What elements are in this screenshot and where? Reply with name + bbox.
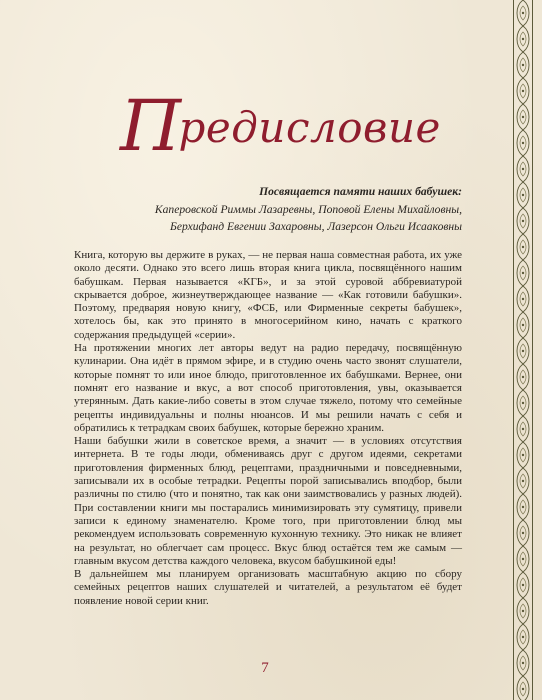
body-text xyxy=(74,249,462,608)
paragraph: В дальнейшем мы планируем организовать масштабную акцию по сбору семейных рецептов наших слушателей и читателей, а результатом её будет появление новой серии книг. xyxy=(74,568,462,607)
title-initial: П xyxy=(120,85,182,167)
border-ornament-icon xyxy=(512,0,534,700)
title-rest: редисловие xyxy=(178,103,441,152)
page-title xyxy=(120,85,460,167)
dedication-line: Берхифанд Евгении Захаровны, Лазерсон Ольги Исааковны xyxy=(170,220,462,234)
paragraph: На протяжении многих лет авторы ведут на радио передачу, посвящённую кулинарии. Она идёт в прямом эфире, и в студию очень часто звонят слушатели, которые помнят то или иное блюдо, приготовленное их бабушками. Вернее, они помнят его название и вкус, а вот способ приготовления, увы, оказывается утерянным. Дать какие-либо советы в этом случае тяжело, потому что семейные рецепты индивидуальны и полны нюансов. И мы решили начать с себя и обратились к тетрадкам своих бабушек, которые бережно храним. xyxy=(74,342,462,434)
paragraph: Наши бабушки жили в советское время, а значит — в условиях отсутствия интернета. В те годы люди, обмениваясь друг с другом идеями, секретами приготовления фирменных блюд, рецептами, праздничными и повседневными, записывали их в особые тетрадки. Рецепты порой записывались вподбор, были различны по стилю (что и понятно, так как они заимствовались у разных людей). При составлении книги мы постарались минимизировать эту сумятицу, привели записи к единому знаменателю. Кроме того, при приготовлении блюд мы рекомендуем использовать современную кухонную технику. Это никак не влияет на результат, но облегчает сам процесс. Вкус блюд остаётся тем же самым — главным вкусом детства каждого человека, вкусом бабушкиной еды! xyxy=(74,435,462,567)
dedication-line: Посвящается памяти наших бабушек: xyxy=(259,185,462,198)
page-number: 7 xyxy=(261,660,269,676)
page-content xyxy=(74,0,464,700)
dedication xyxy=(74,183,462,236)
paragraph: Книга, которую вы держите в руках, — не первая наша совместная работа, их уже около десяти. Однако это всего лишь вторая книга цикла, посвящённого нашим бабушкам. Первая называется «КГБ», и за этой суровой аббревиатурой скрывается доброе, жизнеутверждающее название — «Как готовили бабушки». Поэтому, предваряя новую книгу, «ФСБ, или Фирменные секреты бабушек», хотелось бы, как это принято в многосерийном кино, начать с краткого содержания предыдущей «серии». xyxy=(74,249,462,341)
decorative-border xyxy=(512,0,534,700)
dedication-line: Каперовской Риммы Лазаревны, Поповой Елены Михайловны, xyxy=(154,202,462,216)
